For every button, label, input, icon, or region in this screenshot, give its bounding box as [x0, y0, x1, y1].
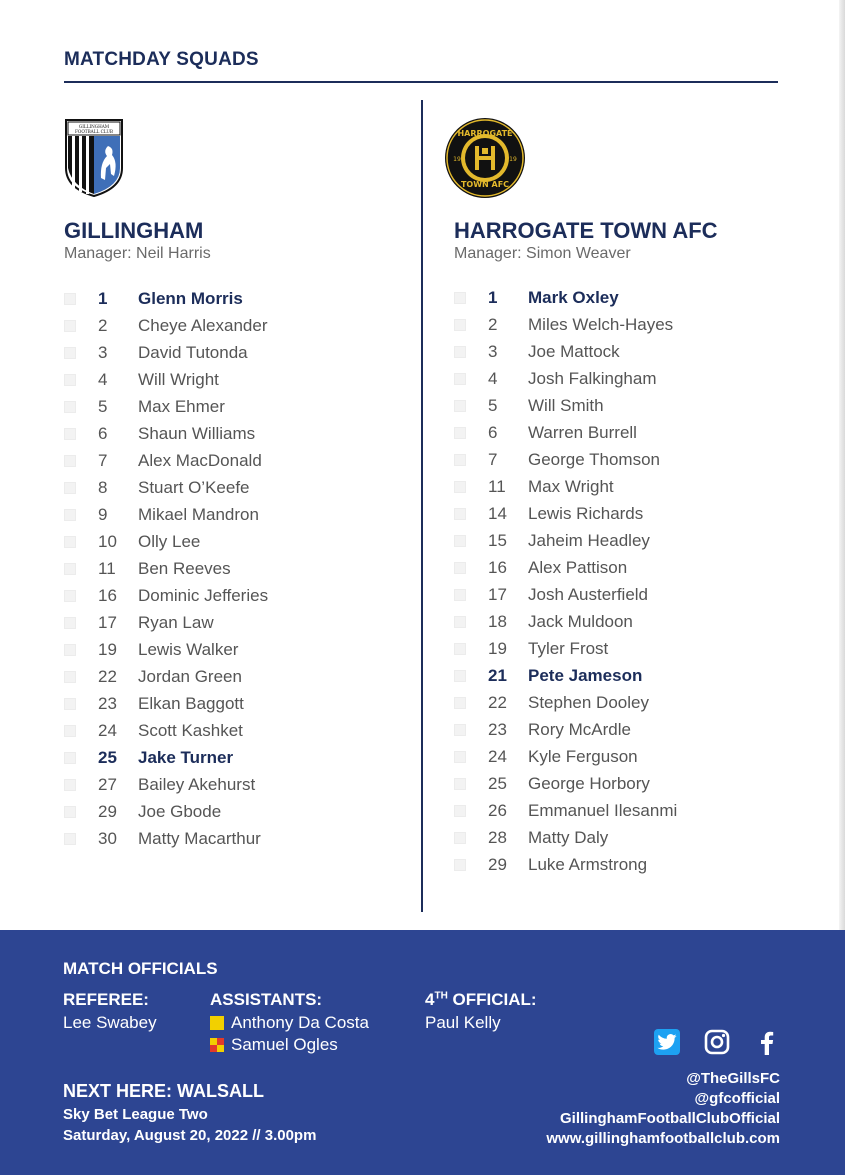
shirt-number: 30 [98, 828, 117, 848]
squad-row [64, 663, 268, 690]
checkbox-marker [454, 562, 466, 574]
checkbox-marker [454, 427, 466, 439]
player-name: David Tutonda [138, 342, 248, 362]
squad-row [454, 554, 677, 581]
squad-row [454, 473, 677, 500]
player-name: Tyler Frost [528, 638, 609, 658]
shirt-number: 29 [98, 801, 117, 821]
checkbox-marker [64, 428, 76, 440]
facebook-icon[interactable] [754, 1029, 780, 1055]
shirt-number: 6 [98, 423, 108, 443]
checkbox-marker [64, 293, 76, 305]
gillingham-crest [64, 118, 124, 198]
checkbox-marker [454, 670, 466, 682]
shirt-number: 24 [488, 746, 507, 766]
squad-row [454, 716, 677, 743]
player-name: Stuart O’Keefe [138, 477, 250, 497]
player-name: Rory McArdle [528, 719, 631, 739]
shirt-number: 7 [98, 450, 108, 470]
checkbox-marker [454, 346, 466, 358]
checkbox-marker [454, 805, 466, 817]
checkbox-marker [64, 644, 76, 656]
checkbox-marker [454, 751, 466, 763]
player-name: Warren Burrell [528, 422, 637, 442]
shirt-number: 29 [488, 854, 507, 874]
checkbox-marker [454, 859, 466, 871]
squad-row [454, 446, 677, 473]
player-name: Cheye Alexander [138, 315, 268, 335]
squad-row [454, 635, 677, 662]
player-name: Mark Oxley [528, 287, 619, 307]
shirt-number: 9 [98, 504, 108, 524]
squad-row [64, 582, 268, 609]
shirt-number: 4 [98, 369, 108, 389]
squad-row [64, 636, 268, 663]
yellow-flag-icon [210, 1016, 224, 1030]
shirt-number: 28 [488, 827, 507, 847]
player-name: Matty Macarthur [138, 828, 261, 848]
checkbox-marker [64, 509, 76, 521]
shirt-number: 6 [488, 422, 498, 442]
shirt-number: 3 [98, 342, 108, 362]
player-name: Josh Austerfield [528, 584, 649, 604]
squad-row [454, 527, 677, 554]
checkbox-marker [454, 697, 466, 709]
player-name: Glenn Morris [138, 288, 243, 308]
checkbox-marker [454, 643, 466, 655]
assistant-2 [210, 1035, 338, 1055]
player-name: Ryan Law [138, 612, 214, 632]
shirt-number: 19 [488, 638, 507, 658]
fourth-official-name: Paul Kelly [425, 1013, 501, 1032]
player-name: Ben Reeves [138, 558, 231, 578]
instagram-handle[interactable]: @gfcofficial [694, 1090, 780, 1107]
column-divider [421, 100, 423, 912]
shirt-number: 24 [98, 720, 117, 740]
player-name: Alex Pattison [528, 557, 628, 577]
squad-row [64, 447, 268, 474]
checkbox-marker [64, 374, 76, 386]
checkbox-marker [64, 698, 76, 710]
checkbox-marker [64, 455, 76, 467]
squad-row [64, 555, 268, 582]
squad-row [454, 284, 677, 311]
checkbox-marker [454, 616, 466, 628]
player-name: Emmanuel Ilesanmi [528, 800, 678, 820]
player-name: Scott Kashket [138, 720, 243, 740]
squad-row [454, 743, 677, 770]
player-name: Will Smith [528, 395, 604, 415]
checkbox-marker [64, 563, 76, 575]
shirt-number: 5 [488, 395, 498, 415]
next-match-league: Sky Bet League Two [63, 1106, 208, 1123]
squad-row [64, 690, 268, 717]
squad-row [64, 474, 268, 501]
player-name: Jaheim Headley [528, 530, 650, 550]
squad-row [64, 825, 268, 852]
player-name: Jordan Green [138, 666, 242, 686]
shirt-number: 25 [488, 773, 507, 793]
checkbox-marker [64, 671, 76, 683]
assistant-1-name: Anthony Da Costa [231, 1013, 369, 1032]
squad-row [454, 419, 677, 446]
instagram-icon[interactable] [704, 1029, 730, 1055]
website-link[interactable]: www.gillinghamfootballclub.com [546, 1130, 780, 1147]
header-divider [64, 81, 778, 83]
checkbox-marker [64, 536, 76, 548]
checkbox-marker [454, 778, 466, 790]
checkbox-marker [454, 589, 466, 601]
squad-row [64, 420, 268, 447]
player-name: George Horbory [528, 773, 650, 793]
shirt-number: 22 [98, 666, 117, 686]
player-name: Lewis Walker [138, 639, 239, 659]
shirt-number: 25 [98, 747, 117, 767]
player-name: Lewis Richards [528, 503, 644, 523]
player-name: Kyle Ferguson [528, 746, 638, 766]
harrogate-crest [444, 117, 526, 199]
facebook-handle[interactable]: GillinghamFootballClubOfficial [560, 1110, 780, 1127]
shirt-number: 14 [488, 503, 507, 523]
shirt-number: 1 [98, 288, 108, 308]
shirt-number: 15 [488, 530, 507, 550]
social-handles [546, 1069, 780, 1149]
checkbox-marker [454, 535, 466, 547]
shirt-number: 16 [488, 557, 507, 577]
checkbox-marker [454, 373, 466, 385]
shirt-number: 10 [98, 531, 117, 551]
squad-row [454, 608, 677, 635]
shirt-number: 17 [488, 584, 507, 604]
shirt-number: 23 [98, 693, 117, 713]
away-squad-list [454, 284, 677, 878]
checkbox-marker [454, 508, 466, 520]
twitter-icon[interactable] [654, 1029, 680, 1055]
twitter-handle[interactable]: @TheGillsFC [686, 1070, 780, 1087]
squad-row [454, 338, 677, 365]
player-name: Shaun Williams [138, 423, 256, 443]
player-name: Joe Gbode [138, 801, 222, 821]
checkbox-marker [454, 724, 466, 736]
checkbox-marker [64, 806, 76, 818]
squad-row [64, 609, 268, 636]
shirt-number: 23 [488, 719, 507, 739]
squad-row [64, 393, 268, 420]
page-title: MATCHDAY SQUADS [64, 49, 259, 70]
next-match-date: Saturday, August 20, 2022 // 3.00pm [63, 1127, 317, 1144]
checkbox-marker [454, 292, 466, 304]
player-name: Will Wright [138, 369, 219, 389]
shirt-number: 11 [98, 558, 116, 578]
shirt-number: 21 [488, 665, 507, 685]
squad-row [64, 312, 268, 339]
assistants-label: ASSISTANTS: [210, 990, 323, 1009]
shirt-number: 2 [488, 314, 498, 334]
crest-year-right: 19 [509, 156, 517, 163]
shirt-number: 4 [488, 368, 498, 388]
checkbox-marker [454, 400, 466, 412]
squad-row [64, 771, 268, 798]
fourth-official-label: 4TH OFFICIAL: [425, 990, 537, 1009]
officials-title: MATCH OFFICIALS [63, 959, 218, 978]
squad-row [454, 797, 677, 824]
checkbox-marker [64, 752, 76, 764]
footer-panel [0, 930, 845, 1175]
referee-name: Lee Swabey [63, 1013, 157, 1032]
squad-row [64, 285, 268, 312]
player-name: Jake Turner [138, 747, 234, 767]
shirt-number: 22 [488, 692, 507, 712]
shirt-number: 7 [488, 449, 498, 469]
squad-row [64, 528, 268, 555]
player-name: Alex MacDonald [138, 450, 262, 470]
player-name: Dominic Jefferies [138, 585, 269, 605]
squad-row [454, 689, 677, 716]
checkbox-marker [64, 320, 76, 332]
checkbox-marker [64, 725, 76, 737]
player-name: Joe Mattock [528, 341, 620, 361]
shirt-number: 2 [98, 315, 108, 335]
harrogate-crest-text-bottom: TOWN AFC [460, 180, 510, 189]
player-name: Olly Lee [138, 531, 201, 551]
crest-year-left: 19 [453, 156, 461, 163]
player-name: George Thomson [528, 449, 660, 469]
assistant-2-name: Samuel Ogles [231, 1035, 338, 1054]
player-name: Jack Muldoon [528, 611, 633, 631]
shirt-number: 8 [98, 477, 108, 497]
squad-row [454, 311, 677, 338]
squad-row [454, 851, 677, 878]
checkbox-marker [454, 454, 466, 466]
checkbox-marker [454, 319, 466, 331]
shirt-number: 26 [488, 800, 507, 820]
squad-row [454, 824, 677, 851]
squad-row [454, 581, 677, 608]
svg-text:FOOTBALL CLUB: FOOTBALL CLUB [75, 129, 113, 134]
shirt-number: 3 [488, 341, 498, 361]
squad-row [64, 744, 268, 771]
checkbox-marker [64, 482, 76, 494]
player-name: Matty Daly [528, 827, 609, 847]
home-manager: Manager: Neil Harris [64, 245, 211, 262]
squad-row [454, 365, 677, 392]
player-name: Mikael Mandron [138, 504, 259, 524]
player-name: Max Ehmer [138, 396, 225, 416]
referee-label: REFEREE: [63, 990, 149, 1009]
player-name: Stephen Dooley [528, 692, 649, 712]
squad-row [454, 500, 677, 527]
squad-row [454, 770, 677, 797]
shirt-number: 11 [488, 476, 506, 496]
player-name: Bailey Akehurst [138, 774, 256, 794]
shirt-number: 27 [98, 774, 117, 794]
player-name: Miles Welch-Hayes [528, 314, 674, 334]
shirt-number: 5 [98, 396, 108, 416]
shirt-number: 1 [488, 287, 498, 307]
checkered-flag-icon [210, 1038, 224, 1052]
harrogate-crest-text-top: HARROGATE [457, 129, 513, 138]
player-name: Max Wright [528, 476, 614, 496]
checkbox-marker [64, 401, 76, 413]
checkbox-marker [64, 617, 76, 629]
checkbox-marker [454, 481, 466, 493]
squad-row [454, 392, 677, 419]
squad-row [64, 366, 268, 393]
away-manager: Manager: Simon Weaver [454, 245, 631, 262]
shirt-number: 19 [98, 639, 117, 659]
checkbox-marker [64, 833, 76, 845]
away-team-name: HARROGATE TOWN AFC [454, 218, 718, 243]
player-name: Elkan Baggott [138, 693, 244, 713]
checkbox-marker [454, 832, 466, 844]
player-name: Pete Jameson [528, 665, 643, 685]
squad-row [64, 501, 268, 528]
shirt-number: 16 [98, 585, 117, 605]
home-team-name: GILLINGHAM [64, 218, 204, 243]
squad-row [64, 717, 268, 744]
social-icons [654, 1029, 780, 1055]
next-match-title: NEXT HERE: WALSALL [63, 1081, 264, 1101]
assistant-1 [210, 1013, 369, 1033]
checkbox-marker [64, 779, 76, 791]
squad-row [64, 798, 268, 825]
checkbox-marker [64, 590, 76, 602]
shirt-number: 17 [98, 612, 117, 632]
shirt-number: 18 [488, 611, 507, 631]
checkbox-marker [64, 347, 76, 359]
squad-row [454, 662, 677, 689]
player-name: Josh Falkingham [528, 368, 657, 388]
player-name: Luke Armstrong [528, 854, 648, 874]
home-squad-list [64, 285, 268, 852]
gillingham-crest-text: GILLINGHAM [78, 124, 110, 129]
squad-row [64, 339, 268, 366]
